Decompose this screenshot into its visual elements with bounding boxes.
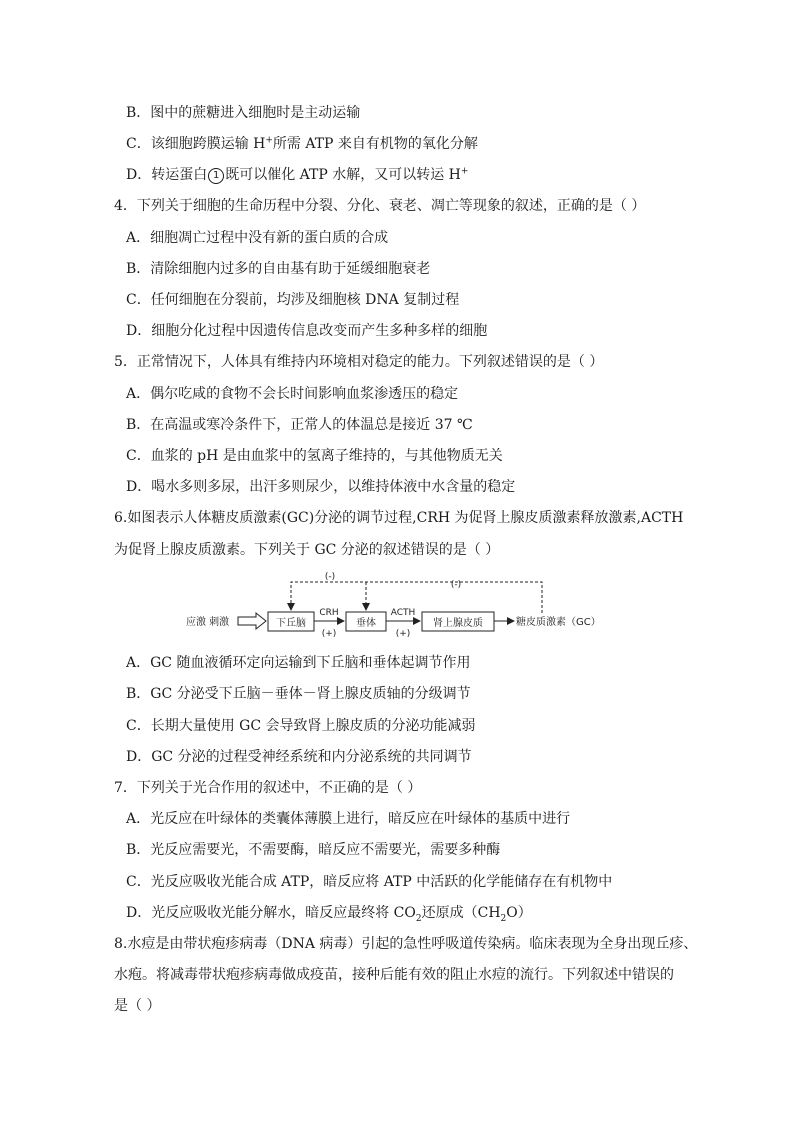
q5-option-b: B．在高温或寒冷条件下，正常人的体温总是接近 37 ℃	[126, 417, 473, 433]
gc-output-label: 糖皮质激素（GC）	[516, 617, 601, 628]
q4-stem: 4．下列关于细胞的生命历程中分裂、分化、衰老、凋亡等现象的叙述，正确的是（ ）	[114, 198, 646, 214]
q5-stem: 5．正常情况下，人体具有维持内环境相对稳定的能力。下列叙述错误的是（ ）	[114, 354, 604, 370]
pituitary-label: 垂体	[356, 618, 376, 629]
q3-option-d-superscript: +	[460, 166, 469, 177]
hollow-arrow-icon	[238, 613, 266, 629]
q7-option-d-text: D．光反应吸收光能分解水，暗反应最终将 CO	[126, 905, 416, 921]
q8-stem-line2: 水疱。将减毒带状疱疹病毒做成疫苗，接种后能有效的阻止水痘的流行。下列叙述中错误的	[114, 967, 674, 983]
q7-option-d-text-mid: 还原成（CH	[421, 905, 501, 921]
q3-option-b: B．图中的蔗糖进入细胞时是主动运输	[126, 105, 361, 121]
q6-option-a: A．GC 随血液循环定向运输到下丘脑和垂体起调节作用	[126, 655, 471, 671]
q7-option-a: A．光反应在叶绿体的类囊体薄膜上进行，暗反应在叶绿体的基质中进行	[126, 811, 571, 827]
adrenal-cortex-label: 肾上腺皮质	[433, 618, 483, 629]
q3-option-d-text: D．转运蛋白	[126, 167, 208, 183]
q5-option-a: A．偶尔吃咸的食物不会长时间影响血浆渗透压的稳定	[126, 386, 459, 402]
hypothalamus-label: 下丘脑	[276, 618, 306, 629]
crh-label: CRH	[319, 608, 339, 618]
feedback-minus-label-1: (-)	[324, 572, 336, 582]
q8-stem-line1: 8.水痘是由带状疱疹病毒（DNA 病毒）引起的急性呼吸道传染病。临床表现为全身出现丘疹、	[114, 936, 698, 952]
q7-option-d-subscript-2: 2	[500, 913, 507, 924]
q4-option-a: A．细胞凋亡过程中没有新的蛋白质的合成	[126, 230, 389, 246]
crh-plus-label: (+)	[321, 629, 337, 639]
q5-option-c: C．血浆的 pH 是由血浆中的氢离子维持的，与其他物质无关	[126, 448, 503, 464]
feedback-minus-label-2: (-)	[450, 580, 462, 590]
q6-stem-line2: 为促肾上腺皮质激素。下列关于 GC 分泌的叙述错误的是（ ）	[114, 542, 500, 558]
q3-option-c-text-end: 所需 ATP 来自有机物的氧化分解	[272, 136, 478, 152]
q6-option-c: C．长期大量使用 GC 会导致肾上腺皮质的分泌功能减弱	[126, 718, 476, 734]
q4-option-b: B．清除细胞内过多的自由基有助于延缓细胞衰老	[126, 261, 431, 277]
q3-option-c-superscript: +	[265, 135, 273, 146]
q6-option-b: B．GC 分泌受下丘脑－垂体－肾上腺皮质轴的分级调节	[126, 686, 471, 702]
q5-option-d: D．喝水多则多尿，出汗多则尿少，以维持体液中水含量的稳定	[126, 479, 516, 495]
q7-option-c: C．光反应吸收光能合成 ATP，暗反应将 ATP 中活跃的化学能储存在有机物中	[126, 874, 613, 890]
q7-option-d-text-end: O）	[506, 905, 532, 921]
q3-option-d-text-mid: 既可以催化 ATP 水解，又可以转运 H	[225, 167, 461, 183]
q6-stem-line1: 6.如图表示人体糖皮质激素(GC)分泌的调节过程,CRH 为促肾上腺皮质激素释放激素,ACTH	[114, 510, 684, 526]
q3-option-c-text: C．该细胞跨膜运输 H	[126, 136, 266, 152]
q3-option-d	[126, 166, 468, 184]
diagram-stimulus-label: 应激 刺激	[186, 617, 230, 628]
q8-stem-line3: 是（ ）	[114, 998, 161, 1014]
q7-option-b: B．光反应需要光，不需要酶，暗反应不需要光，需要多种酶	[126, 842, 501, 858]
q4-option-c: C．任何细胞在分裂前，均涉及细胞核 DNA 复制过程	[126, 292, 460, 308]
q7-option-d-subscript-1: 2	[415, 913, 422, 924]
gc-regulation-diagram	[180, 570, 620, 642]
acth-label: ACTH	[390, 608, 416, 618]
q7-stem: 7．下列关于光合作用的叙述中，不正确的是（ ）	[114, 780, 422, 796]
q3-option-c	[126, 135, 478, 153]
circled-number-icon: 1	[208, 168, 224, 184]
acth-plus-label: (+)	[395, 629, 411, 639]
q6-option-d: D．GC 分泌的过程受神经系统和内分泌系统的共同调节	[126, 749, 472, 765]
q4-option-d: D．细胞分化过程中因遗传信息改变而产生多种多样的细胞	[126, 323, 488, 339]
q7-option-d	[126, 904, 532, 922]
